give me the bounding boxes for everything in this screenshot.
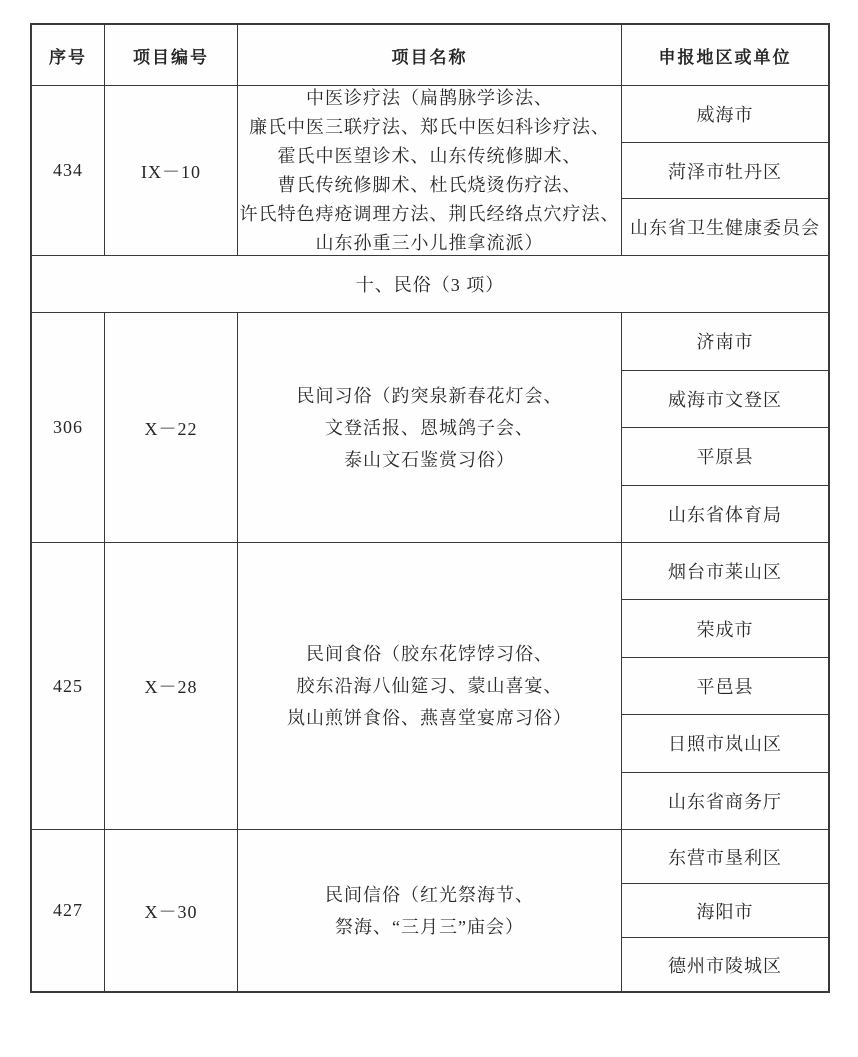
section-title: 十、民俗（3 项） — [355, 275, 505, 295]
declaring-units-cell — [622, 543, 828, 829]
table-header-row — [32, 25, 828, 86]
name-line: 胶东沿海八仙筵习、蒙山喜宴、 — [296, 676, 563, 696]
project-name-cell — [238, 830, 622, 991]
name-line: 许氏特色痔疮调理方法、荆氏经络点穴疗法、 — [239, 203, 620, 224]
name-line: 廉氏中医三联疗法、郑氏中医妇科诊疗法、 — [249, 116, 610, 137]
declaring-units-cell — [622, 313, 828, 542]
project-name-cell — [238, 313, 622, 542]
table-row-427 — [32, 830, 828, 991]
heritage-table — [30, 23, 830, 993]
serial-cell: 425 — [32, 543, 105, 829]
project-name-cell — [238, 86, 622, 255]
declaring-units-cell — [622, 86, 828, 255]
project-code-cell: X－30 — [105, 830, 238, 991]
unit-cell: 海阳市 — [622, 884, 828, 938]
unit-cell: 济南市 — [622, 313, 828, 371]
section-header-row — [32, 256, 828, 313]
unit-cell: 平邑县 — [622, 658, 828, 715]
unit-cell: 日照市岚山区 — [622, 715, 828, 772]
unit-cell: 山东省体育局 — [668, 504, 782, 525]
table-row-425 — [32, 543, 828, 830]
table-row-434 — [32, 86, 828, 256]
name-line: 山东孙重三小儿推拿流派） — [315, 232, 544, 253]
unit-cell: 山东省卫生健康委员会 — [630, 218, 820, 239]
project-code-cell: IX－10 — [105, 86, 238, 255]
header-project-code: 项目编号 — [105, 25, 238, 85]
unit-cell: 威海市文登区 — [622, 371, 828, 429]
unit-cell: 菏泽市牡丹区 — [622, 143, 828, 200]
header-project-name: 项目名称 — [238, 25, 622, 85]
name-line: 文登活报、恩城鸽子会、 — [325, 417, 534, 438]
name-line: 中医诊疗法（扁鹊脉学诊法、 — [306, 87, 553, 108]
project-code-cell: X－28 — [105, 543, 238, 829]
name-line: 霍氏中医望诊术、山东传统修脚术、 — [277, 145, 582, 166]
project-name-cell — [238, 543, 622, 829]
name-line: 泰山文石鉴赏习俗） — [344, 449, 515, 470]
unit-cell: 平原县 — [622, 428, 828, 486]
serial-cell: 434 — [32, 86, 105, 255]
serial-cell: 427 — [32, 830, 105, 991]
unit-cell: 山东省商务厅 — [668, 791, 782, 812]
name-line: 民间信俗（红光祭海节、 — [325, 884, 534, 905]
unit-cell: 荣成市 — [622, 600, 828, 657]
serial-cell: 306 — [32, 313, 105, 542]
name-line: 曹氏传统修脚术、杜氏烧烫伤疗法、 — [277, 174, 582, 195]
project-code-cell: X－22 — [105, 313, 238, 542]
name-line: 岚山煎饼食俗、燕喜堂宴席习俗） — [287, 708, 572, 728]
unit-cell: 威海市 — [622, 86, 828, 143]
unit-cell: 烟台市莱山区 — [622, 543, 828, 600]
header-serial: 序号 — [32, 25, 105, 85]
name-line: 民间习俗（趵突泉新春花灯会、 — [296, 385, 563, 406]
table-row-306 — [32, 313, 828, 543]
header-declaring-unit: 申报地区或单位 — [658, 47, 792, 67]
declaring-units-cell — [622, 830, 828, 991]
name-line: 祭海、“三月三”庙会） — [335, 916, 524, 937]
name-line: 民间食俗（胶东花饽饽习俗、 — [306, 644, 553, 664]
unit-cell: 德州市陵城区 — [668, 955, 782, 976]
unit-cell: 东营市垦利区 — [622, 830, 828, 884]
